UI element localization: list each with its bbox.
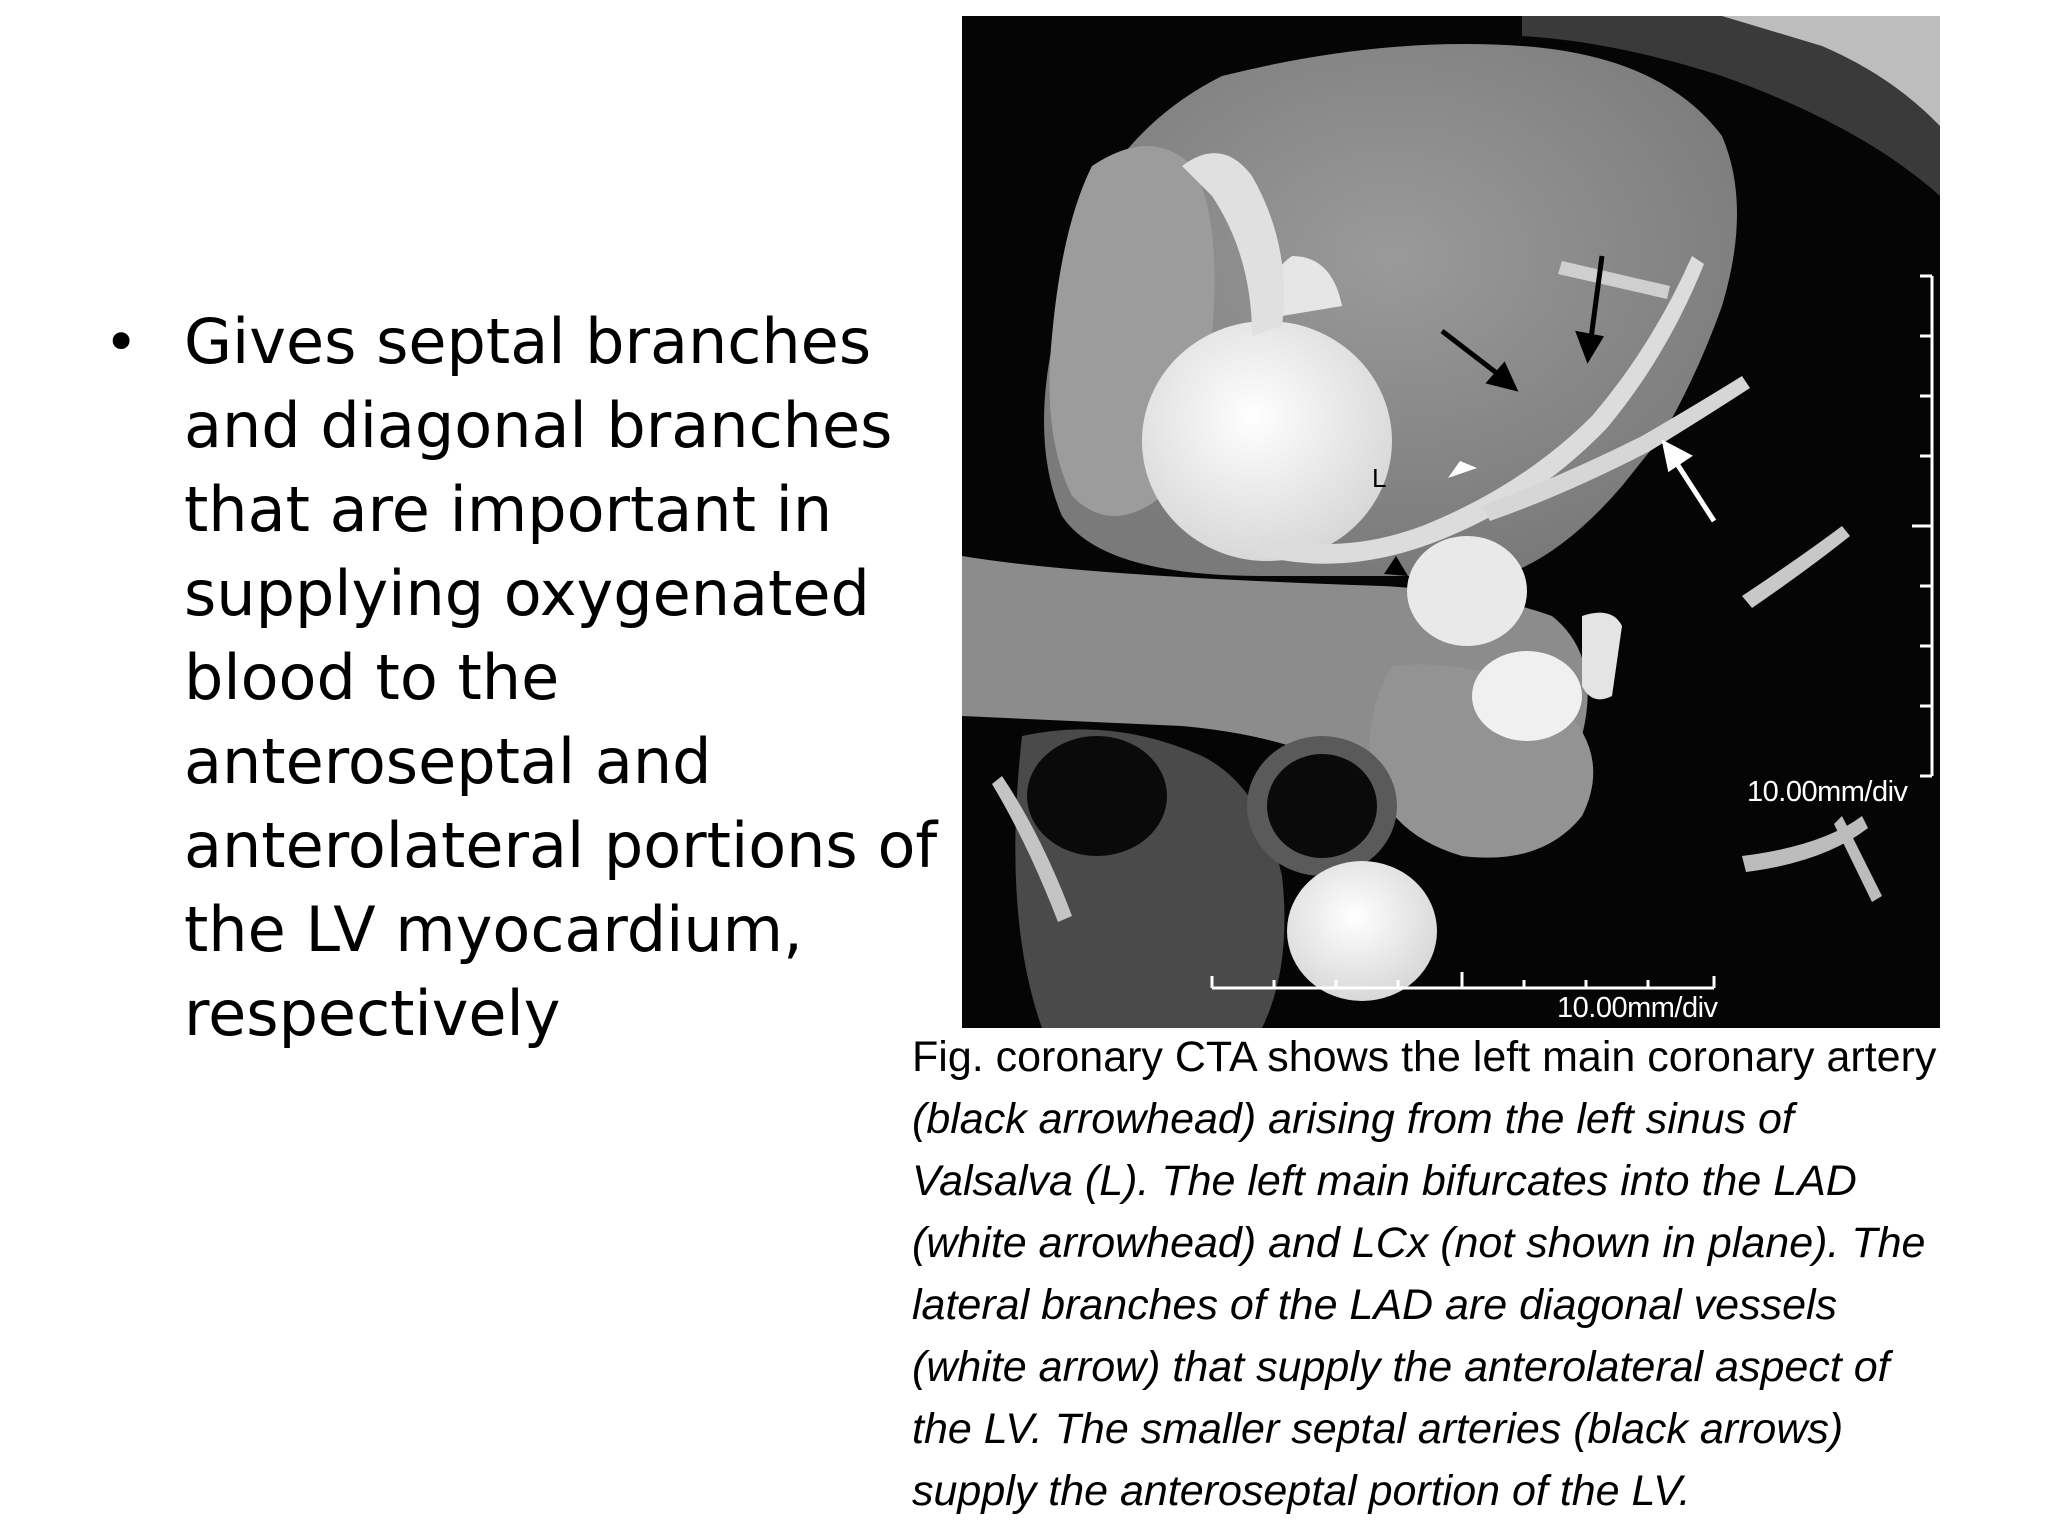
coronary-cta-image [962,16,1940,1028]
bullet-line: supplying oxygenated [184,557,870,630]
caption-lead: Fig. coronary CTA shows the left main coronary artery [912,1033,1937,1081]
bullet-line: respectively [184,977,561,1050]
bullet-line: Gives septal branches [184,305,872,378]
bullet-line: blood to the [184,641,560,714]
bullet-line: that are important in [184,473,833,546]
bullet-line: anterolateral portions of [184,809,938,882]
caption-line: Valsalva (L). The left main bifurcates into the LAD [912,1157,1857,1205]
bullet-line: and diagonal branches [184,389,893,462]
ct-scan-drawing [962,16,1940,1028]
bullet-icon: • [104,308,139,376]
caption-line: (white arrowhead) and LCx (not shown in plane). The [912,1219,1926,1267]
bullet-line: the LV myocardium, [184,893,803,966]
caption-line: lateral branches of the LAD are diagonal vessels [912,1281,1838,1329]
scale-label-bottom: 10.00mm/div [1557,992,1718,1024]
scale-label-right: 10.00mm/div [1747,776,1908,808]
bullet-line: anteroseptal and [184,725,712,798]
figure-caption [912,1026,2042,1522]
left-sinus-label: L [1372,463,1387,493]
caption-line: the LV. The smaller septal arteries (black arrows) [912,1405,1844,1453]
caption-line: (black arrowhead) arising from the left sinus of [912,1095,1794,1143]
caption-line: supply the anteroseptal portion of the LV. [912,1467,1691,1515]
bullet-text [184,300,1004,1056]
caption-line: (white arrow) that supply the anterolateral aspect of [912,1343,1890,1391]
